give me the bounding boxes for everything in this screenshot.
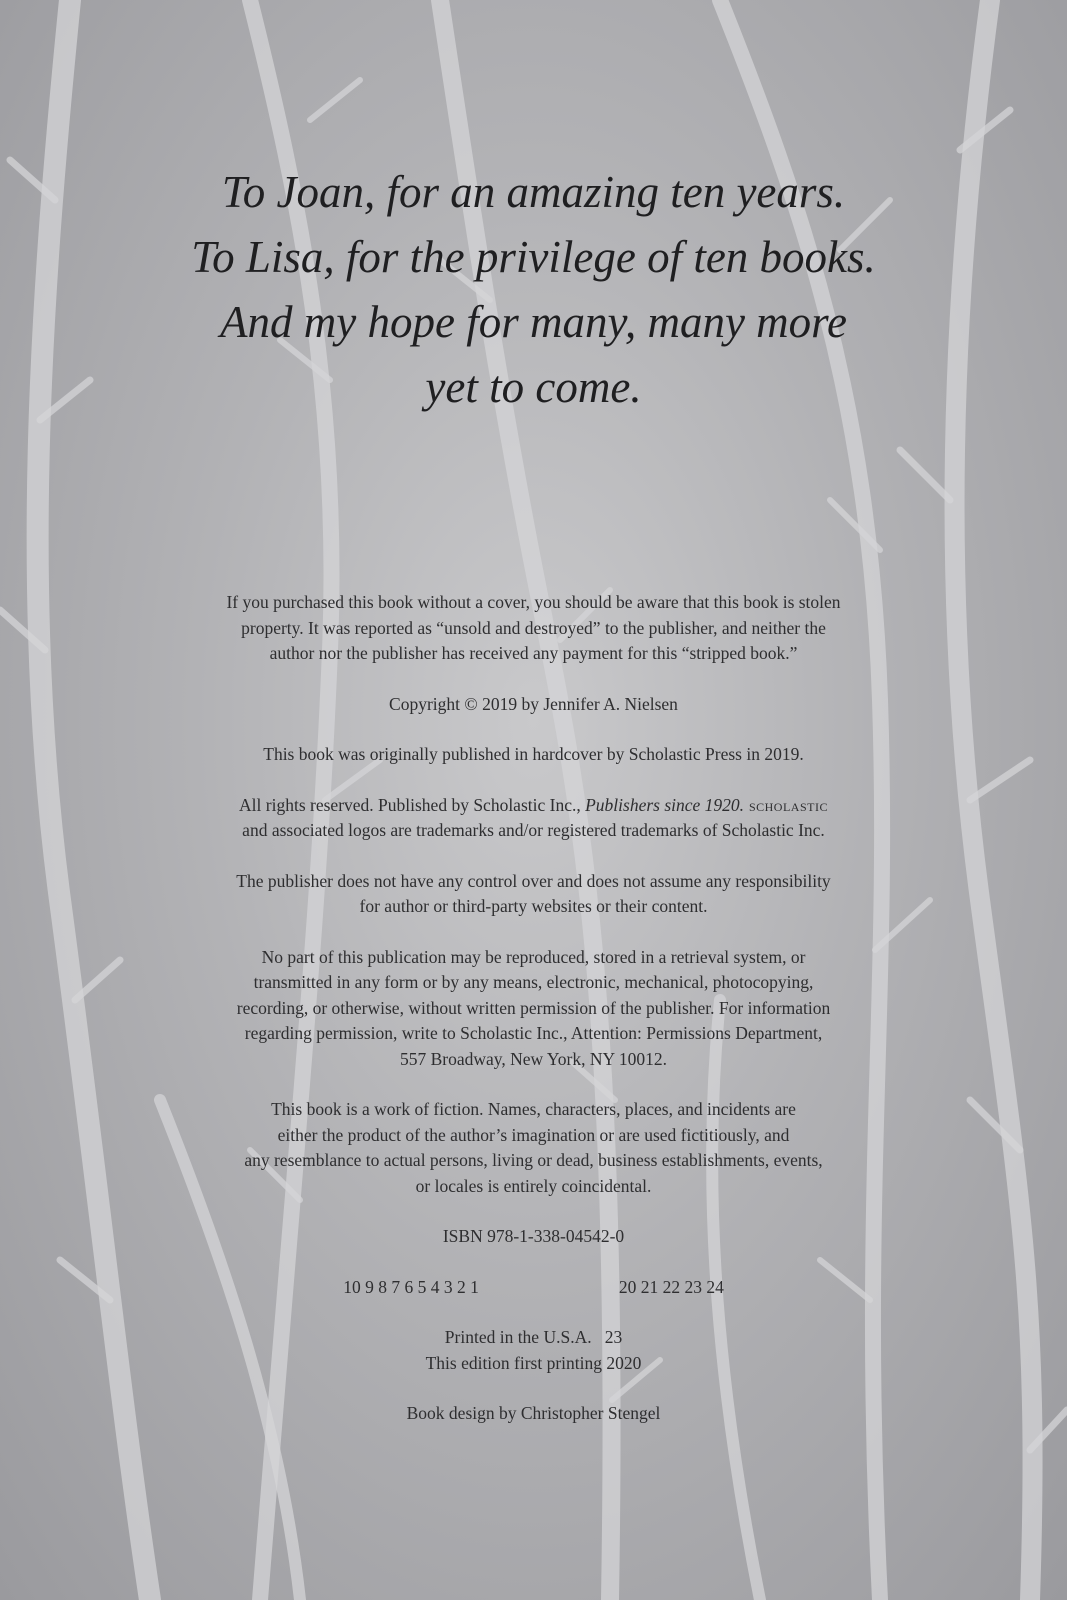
fiction-line: any resemblance to actual persons, living or dead, business establishments, events, [244, 1150, 823, 1170]
rights-line [150, 793, 917, 819]
rights-notice [150, 793, 917, 844]
stripped-book-notice [150, 590, 917, 667]
rights-line: and associated logos are trademarks and/or registered trademarks of Scholastic Inc. [242, 820, 825, 840]
print-line: 10 9 8 7 6 5 4 3 2 1 [343, 1276, 479, 1297]
edition: This edition first printing 2020 [425, 1352, 642, 1373]
copyright-page-text [150, 590, 917, 1452]
printing-numbers [150, 1275, 917, 1301]
dedication [0, 160, 1067, 420]
reproduction-line: regarding permission, write to Scholastic Inc., Attention: Permissions Department, [244, 1023, 823, 1043]
reproduction-line: transmitted in any form or by any means, electronic, mechanical, photocopying, [253, 972, 814, 992]
isbn: ISBN 978-1-338-04542-0 [442, 1226, 625, 1246]
year-line: 20 21 22 23 24 [618, 1276, 724, 1297]
reproduction-notice [150, 945, 917, 1073]
dedication-line: To Lisa, for the privilege of ten books. [191, 232, 876, 282]
notice-line: If you purchased this book without a cover, you should be aware that this book is stolen [226, 592, 841, 612]
fiction-line: This book is a work of fiction. Names, characters, places, and incidents are [271, 1099, 796, 1119]
websites-line: for author or third-party websites or their content. [359, 896, 708, 916]
scholastic-wordmark: scholastic [744, 794, 828, 815]
fiction-disclaimer [150, 1097, 917, 1199]
notice-line: author nor the publisher has received any payment for this “stripped book.” [269, 643, 798, 663]
rights-italic: Publishers since 1920. [585, 794, 745, 815]
websites-notice [150, 869, 917, 920]
copyright-notice: Copyright © 2019 by Jennifer A. Nielsen [389, 693, 678, 714]
dedication-line: To Joan, for an amazing ten years. [221, 167, 846, 217]
fiction-line: or locales is entirely coincidental. [415, 1175, 652, 1196]
dedication-line: And my hope for many, many more [220, 297, 847, 347]
printed-in: Printed in the U.S.A. 23 [444, 1327, 623, 1347]
design-credit: Book design by Christopher Stengel [406, 1403, 661, 1423]
printing-info [150, 1325, 917, 1376]
reproduction-line: No part of this publication may be reproduced, stored in a retrieval system, or [261, 946, 806, 967]
websites-line: The publisher does not have any control over and does not assume any responsibility [236, 870, 831, 891]
fiction-line: either the product of the author’s imagination or are used fictitiously, and [277, 1124, 790, 1145]
reproduction-line: 557 Broadway, New York, NY 10012. [399, 1048, 668, 1069]
notice-line: property. It was reported as “unsold and destroyed” to the publisher, and neither the [241, 617, 826, 638]
reproduction-line: recording, or otherwise, without written permission of the publisher. For information [236, 997, 831, 1018]
dedication-line: yet to come. [425, 362, 642, 412]
rights-prefix: All rights reserved. Published by Scholastic Inc., [239, 794, 586, 815]
original-publication-notice: This book was originally published in hardcover by Scholastic Press in 2019. [263, 744, 804, 764]
